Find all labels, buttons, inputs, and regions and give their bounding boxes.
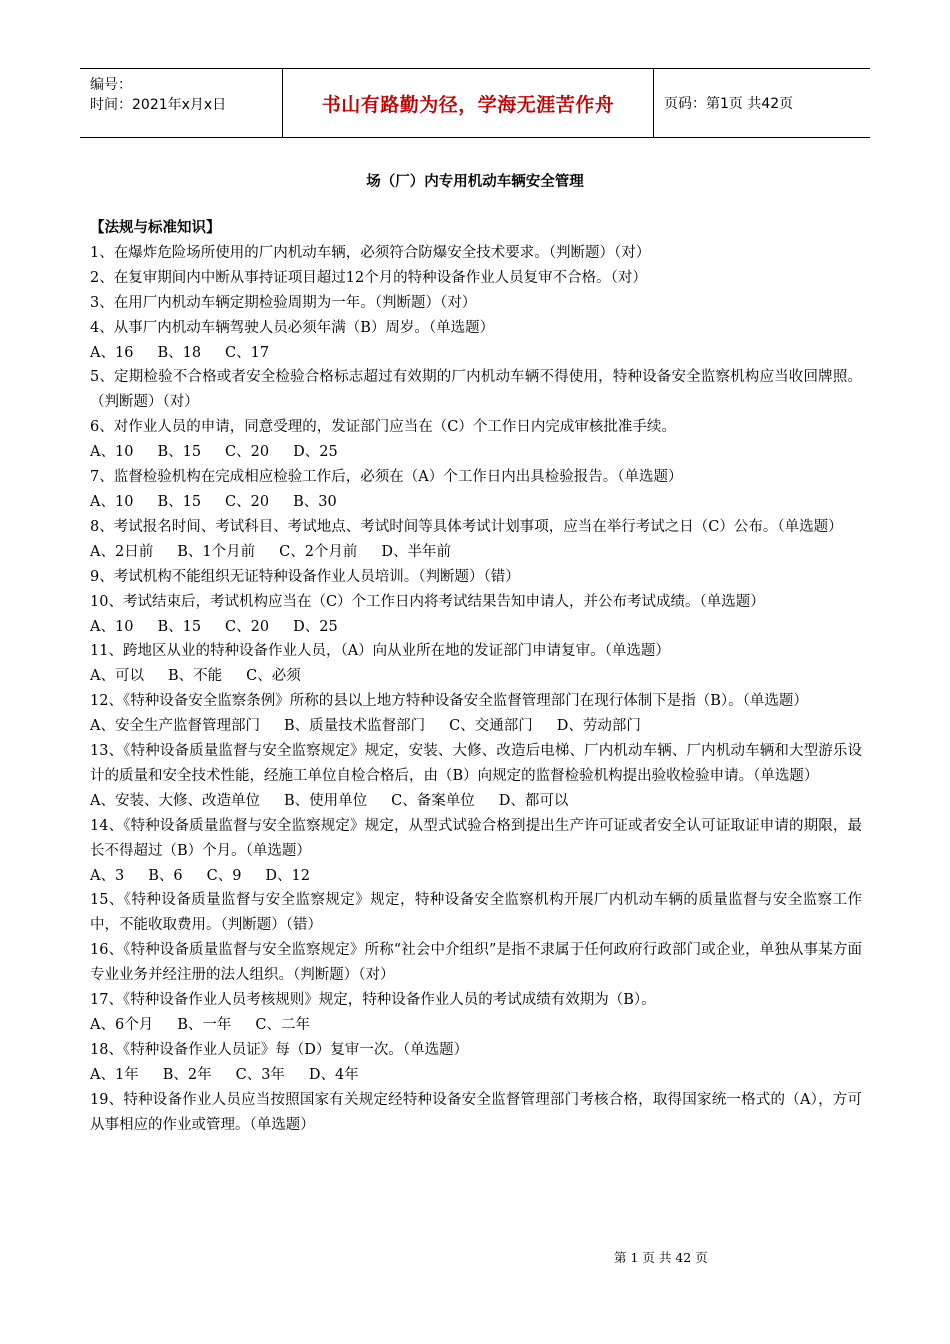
question-item: 1、在爆炸危险场所使用的厂内机动车辆，必须符合防爆安全技术要求。（判断题）（对） [90, 244, 651, 261]
question-item: 12、《特种设备安全监察条例》所称的县以上地方特种设备安全监督管理部门在现行体制下是指（B）。（单选题） [90, 693, 808, 710]
question-item: 14、《特种设备质量监督与安全监察规定》规定，从型式试验合格到提出生产许可证或者安全认可证取证申请的期限，最长不得超过（B）个月。（单选题） [90, 817, 862, 859]
section-heading: 【法规与标准知识】 [90, 220, 221, 236]
answer-option: D、25 [293, 444, 338, 461]
answer-option: A、可以 [90, 668, 144, 685]
answer-option: C、20 [225, 618, 270, 635]
answer-option: B、30 [293, 493, 337, 510]
answer-option: B、使用单位 [283, 792, 368, 809]
answer-option: C、17 [225, 344, 270, 361]
question-item: 15、《特种设备质量监督与安全监察规定》规定，特种设备安全监察机构开展厂内机动车辆的质量监督与安全监察工作中，不能收取费用。（判断题）（错） [90, 892, 862, 934]
answer-options [90, 664, 862, 689]
answer-option: C、交通部门 [449, 718, 533, 735]
answer-option: B、15 [157, 444, 202, 461]
answer-options [90, 615, 862, 640]
answer-option: C、20 [225, 493, 270, 510]
answer-option: A、安全生产监督管理部门 [90, 718, 260, 735]
footer-page-number: 第 1 页 共 42 页 [614, 1250, 708, 1265]
question-item: 2、在复审期间内中断从事持证项目超过12个月的特种设备作业人员复审不合格。（对） [90, 269, 647, 286]
question-item: 13、《特种设备质量监督与安全监察规定》规定，安装、大修、改造后电梯、厂内机动车辆、厂内机动车辆和大型游乐设计的质量和安全技术性能，经施工单位自检合格后，由（B）向规定的监督检验机构提出验收检验申请。（单选题） [90, 743, 862, 784]
answer-option: B、1个月前 [177, 543, 256, 560]
answer-option: D、半年前 [381, 543, 452, 560]
answer-options [90, 1063, 862, 1088]
page-header [80, 68, 870, 138]
question-item: 9、考试机构不能组织无证特种设备作业人员培训。（判断题）（错） [90, 568, 520, 585]
question-item: 10、考试结束后，考试机构应当在（C）个工作日内将考试结果告知申请人，并公布考试成绩。（单选题） [90, 593, 765, 610]
answer-options [90, 440, 862, 465]
answer-option: A、16 [90, 344, 134, 361]
answer-option: D、12 [265, 867, 310, 884]
answer-options [90, 490, 862, 515]
answer-option: C、9 [206, 867, 242, 884]
answer-option: C、二年 [255, 1017, 310, 1033]
answer-option: A、10 [90, 493, 134, 510]
header-right-cell [654, 69, 870, 137]
question-item: 17、《特种设备作业人员考核规则》规定，特种设备作业人员的考试成绩有效期为（B）。 [90, 992, 656, 1009]
answer-options [90, 864, 862, 889]
question-item: 11、跨地区从业的特种设备作业人员，（A）向从业所在地的发证部门申请复审。（单选题） [90, 643, 670, 660]
answer-option: A、3 [90, 867, 125, 884]
answer-option: C、备案单位 [391, 792, 475, 809]
question-item: 3、在用厂内机动车辆定期检验周期为一年。（判断题）（对） [90, 294, 477, 311]
answer-option: D、劳动部门 [556, 718, 641, 735]
answer-option: C、20 [225, 444, 270, 461]
question-item: 4、从事厂内机动车辆驾驶人员必须年满（B）周岁。（单选题） [90, 319, 495, 336]
answer-option: B、质量技术监督部门 [283, 718, 426, 735]
answer-option: B、一年 [177, 1017, 232, 1033]
answer-option: A、10 [90, 618, 134, 635]
question-item: 18、《特种设备作业人员证》每（D）复审一次。（单选题） [90, 1041, 469, 1058]
answer-option: A、1年 [90, 1066, 139, 1083]
answer-option: D、4年 [308, 1066, 359, 1083]
question-item: 7、监督检验机构在完成相应检验工作后，必须在（A）个工作日内出具检验报告。（单选题） [90, 469, 683, 486]
motto-text: 书山有路勤为径，学海无涯苦作舟 [321, 93, 615, 116]
answer-option: A、安装、大修、改造单位 [90, 792, 260, 809]
question-item: 19、特种设备作业人员应当按照国家有关规定经特种设备安全监督管理部门考核合格，取得国家统一格式的（A），方可从事相应的作业或管理。（单选题） [90, 1091, 862, 1133]
answer-options [90, 789, 862, 814]
page-info: 页码：第1页 共42页 [664, 96, 794, 112]
question-list [90, 241, 862, 1138]
answer-option: A、2日前 [90, 543, 154, 560]
document-title: 场（厂）内专用机动车辆安全管理 [366, 174, 584, 190]
answer-option: B、不能 [167, 668, 223, 685]
answer-options [90, 714, 862, 739]
answer-option: C、必须 [246, 668, 301, 685]
document-date: 时间：2021年x月x日 [90, 97, 227, 113]
question-item: 16、《特种设备质量监督与安全监察规定》所称“社会中介组织”是指不隶属于任何政府行政部门或企业，单独从事某方面专业业务并经注册的法人组织。（判断题）（对） [90, 942, 862, 984]
header-center-cell [282, 69, 654, 137]
answer-option: D、都可以 [498, 792, 569, 809]
answer-option: A、6个月 [90, 1017, 154, 1033]
answer-options [90, 341, 862, 366]
answer-option: D、25 [293, 618, 338, 635]
question-item: 8、考试报名时间、考试科目、考试地点、考试时间等具体考试计划事项，应当在举行考试之日（C）公布。（单选题） [90, 518, 843, 535]
header-left-cell [80, 69, 282, 137]
answer-option: B、6 [148, 867, 183, 884]
document-number-label: 编号： [90, 77, 132, 93]
document-body [90, 216, 862, 1138]
answer-option: B、2年 [162, 1066, 212, 1083]
answer-option: C、2个月前 [279, 543, 358, 560]
answer-option: B、18 [157, 344, 202, 361]
question-item: 5、定期检验不合格或者安全检验合格标志超过有效期的厂内机动车辆不得使用，特种设备安全监察机构应当收回牌照。（判断题）（对） [90, 369, 862, 411]
answer-option: C、3年 [235, 1066, 285, 1083]
answer-options [90, 1013, 862, 1038]
answer-option: A、10 [90, 444, 134, 461]
question-item: 6、对作业人员的申请，同意受理的，发证部门应当在（C）个工作日内完成审核批准手续。 [90, 419, 676, 436]
answer-option: B、15 [157, 493, 202, 510]
answer-options [90, 540, 862, 565]
answer-option: B、15 [157, 618, 202, 635]
